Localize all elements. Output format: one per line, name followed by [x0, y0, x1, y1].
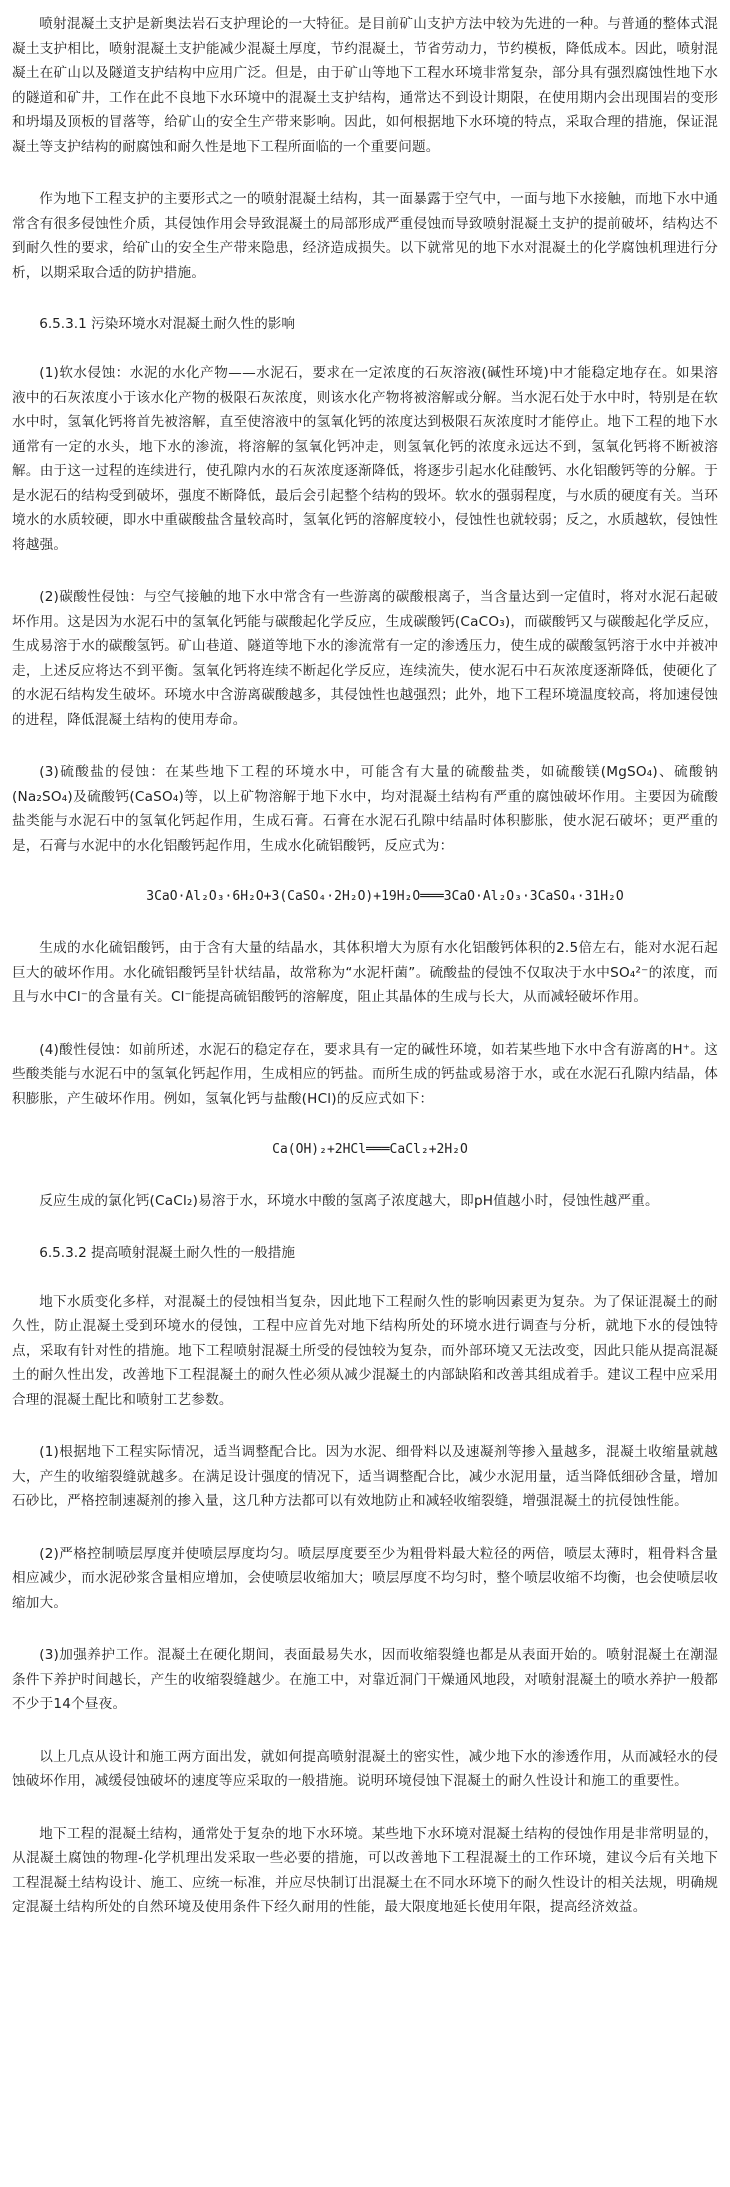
formula-ettringite-reaction: 3CaO·Al₂O₃·6H₂O+3(CaSO₄·2H₂O)+19H₂O═══3CaO·Al₂O₃·3CaSO₄·31H₂O — [146, 889, 624, 904]
paragraph-soft-water-erosion: (1)软水侵蚀：水泥的水化产物——水泥石，要求在一定浓度的石灰溶液(碱性环境)中才能稳定地存在。如果溶液中的石灰浓度小于该水化产物的极限石灰浓度，则该水化产物将被溶解或分解。当水泥石处于水中时，特别是在软水中时，氢氧化钙将首先被溶解，直至使溶液中的氢氧化钙的浓度达到极限石灰浓度时才能停止。地下工程的地下水通常有一定的水头，地下水的渗流，将溶解的氢氧化钙冲走，则氢氧化钙的浓度永远达不到，氢氧化钙将不断被溶解。由于这一过程的连续进行，使孔隙内水的石灰浓度逐渐降低，将逐步引起水化硅酸钙、水化铝酸钙等的分解。于是水泥石的结构受到破坏，强度不断降低，最后会引起整个结构的毁坏。软水的强弱程度，与水质的硬度有关。当环境水的水质较硬，即水中重碳酸盐含量较高时，氢氧化钙的溶解度较小，侵蚀性也就较弱；反之，水质越软，侵蚀性将越强。 — [12, 365, 718, 553]
paragraph-sulfate-erosion: (3)硫酸盐的侵蚀：在某些地下工程的环境水中，可能含有大量的硫酸盐类，如硫酸镁(MgSO₄)、硫酸钠(Na₂SO₄)及硫酸钙(CaSO₄)等，以上矿物溶解于地下水中，均对混凝土结构有严重的腐蚀破坏作用。主要因为硫酸盐类能与水泥石中的氢氧化钙起作用，生成石膏。石膏在水泥石孔隙中结晶时体积膨胀，使水泥石破坏；更严重的是，石膏与水泥中的水化铝酸钙起作用，生成水化硫铝酸钙，反应式为： — [12, 764, 718, 854]
section-heading-6-5-3-1: 6.5.3.1 污染环境水对混凝土耐久性的影响 — [39, 316, 295, 332]
formula-hydrochloric-reaction: Ca(OH)₂+2HCl═══CaCl₂+2H₂O — [272, 1142, 468, 1157]
paragraph-measure-mix-ratio: (1)根据地下工程实际情况，适当调整配合比。因为水泥、细骨料以及速凝剂等掺入量越多，混凝土收缩量就越大，产生的收缩裂缝就越多。在满足设计强度的情况下，适当调整配合比，减少水泥用量，适当降低细砂含量，增加石砂比，严格控制速凝剂的掺入量，这几种方法都可以有效地防止和减轻收缩裂缝，增强混凝土的抗侵蚀性能。 — [12, 1444, 718, 1509]
paragraph-calcium-chloride: 反应生成的氯化钙(CaCl₂)易溶于水，环境水中酸的氢离子浓度越大，即pH值越小时，侵蚀性越严重。 — [39, 1193, 659, 1209]
paragraph-ettringite-effect: 生成的水化硫铝酸钙，由于含有大量的结晶水，其体积增大为原有水化铝酸钙体积的2.5倍左右，能对水泥石起巨大的破坏作用。水化硫铝酸钙呈针状结晶，故常称为“水泥杆菌”。硫酸盐的侵蚀不仅取决于水中SO₄²⁻的浓度，而且与水中Cl⁻的含量有关。Cl⁻能提高硫铝酸钙的溶解度，阻止其晶体的生成与长大，从而减轻破坏作用。 — [12, 940, 718, 1005]
paragraph-measures-intro: 地下水质变化多样，对混凝土的侵蚀相当复杂，因此地下工程耐久性的影响因素更为复杂。为了保证混凝土的耐久性，防止混凝土受到环境水的侵蚀，工程中应首先对地下结构所处的环境水进行调查与分析，就地下水的侵蚀特点，采取有针对性的措施。地下工程喷射混凝土所受的侵蚀较为复杂，而外部环境又无法改变，因此只能从提高混凝土的耐久性出发，改善地下工程混凝土的耐久性必须从减少混凝土的内部缺陷和改善其组成着手。建议工程中应采用合理的混凝土配比和喷射工艺参数。 — [12, 1293, 718, 1408]
paragraph-acid-erosion: (4)酸性侵蚀：如前所述，水泥石的稳定存在，要求具有一定的碱性环境，如若某些地下水中含有游离的H⁺。这些酸类能与水泥石中的氢氧化钙起作用，生成相应的钙盐。而所生成的钙盐或易溶于水，或在水泥石孔隙内结晶，体积膨胀，产生破坏作用。例如，氢氧化钙与盐酸(HCl)的反应式如下： — [12, 1041, 718, 1107]
paragraph-conclusion: 地下工程的混凝土结构，通常处于复杂的地下水环境。某些地下水环境对混凝土结构的侵蚀作用是非常明显的，从混凝土腐蚀的物理-化学机理出发采取一些必要的措施，可以改善地下工程混凝土的工作环境，建议今后有关地下工程混凝土结构设计、施工、应统一标准，并应尽快制订出混凝土在不同水环境下的耐久性设计的相关法规，明确规定混凝土结构所处的自然环境及使用条件下经久耐用的性能，最大限度地延长使用年限，提高经济效益。 — [12, 1825, 718, 1915]
paragraph-measure-curing: (3)加强养护工作。混凝土在硬化期间，表面最易失水，因而收缩裂缝也都是从表面开始的。喷射混凝土在潮湿条件下养护时间越长，产生的收缩裂缝越少。在施工中，对靠近洞门干燥通风地段，对喷射混凝土的喷水养护一般都不少于14个昼夜。 — [12, 1647, 718, 1712]
paragraph-intro: 喷射混凝土支护是新奥法岩石支护理论的一大特征。是目前矿山支护方法中较为先进的一种。与普通的整体式混凝土支护相比，喷射混凝土支护能减少混凝土厚度，节约混凝土，节省劳动力，节约模板，降低成本。因此，喷射混凝土在矿山以及隧道支护结构中应用广泛。但是，由于矿山等地下工程水环境非常复杂，部分具有强烈腐蚀性地下水的隧道和矿井，工作在此不良地下水环境中的混凝土支护结构，通常达不到设计期限，在使用期内会出现围岩的变形和坍塌及顶板的冒落等，给矿山的安全生产带来影响。因此，如何根据地下水环境的特点，采取合理的措施，保证混凝土等支护结构的耐腐蚀和耐久性是地下工程所面临的一个重要问题。 — [12, 16, 718, 155]
paragraph-summary: 以上几点从设计和施工两方面出发，就如何提高喷射混凝土的密实性，减少地下水的渗透作用，从而减轻水的侵蚀破坏作用，减缓侵蚀破坏的速度等应采取的一般措施。说明环境侵蚀下混凝土的耐久性设计和施工的重要性。 — [12, 1748, 718, 1789]
paragraph-carbonic-acid-erosion: (2)碳酸性侵蚀：与空气接触的地下水中常含有一些游离的碳酸根离子，当含量达到一定值时，将对水泥石起破坏作用。这是因为水泥石中的氢氧化钙能与碳酸起化学反应，生成碳酸钙(CaCO₃)，而碳酸钙又与碳酸起化学反应，生成易溶于水的碳酸氢钙。矿山巷道、隧道等地下水的渗流常有一定的渗透压力，使生成的碳酸氢钙溶于水中并被冲走，上述反应将达不到平衡。氢氧化钙将连续不断起化学反应，连续流失，使水泥石中石灰浓度逐渐降低，使硬化了的水泥石结构发生破坏。环境水中含游离碳酸越多，其侵蚀性也越强烈；此外，地下工程环境温度较高，将加速侵蚀的进程，降低混凝土结构的使用寿命。 — [12, 589, 718, 728]
paragraph-overview: 作为地下工程支护的主要形式之一的喷射混凝土结构，其一面暴露于空气中，一面与地下水接触，而地下水中通常含有很多侵蚀性介质，其侵蚀作用会导致混凝土的局部形成严重侵蚀而导致喷射混凝土支护的提前破坏，结构达不到耐久性的要求，给矿山的安全生产带来隐患，经济造成损失。以下就常见的地下水对混凝土的化学腐蚀机理进行分析，以期采取合适的防护措施。 — [12, 191, 718, 281]
section-heading-6-5-3-2: 6.5.3.2 提高喷射混凝土耐久性的一般措施 — [39, 1244, 295, 1261]
paragraph-measure-layer-thickness: (2)严格控制喷层厚度并使喷层厚度均匀。喷层厚度要至少为粗骨料最大粒径的两倍，喷层太薄时，粗骨料含量相应减少，而水泥砂浆含量相应增加，会使喷层收缩加大；喷层厚度不均匀时，整个喷层收缩不均衡，也会使喷层收缩加大。 — [12, 1545, 718, 1611]
